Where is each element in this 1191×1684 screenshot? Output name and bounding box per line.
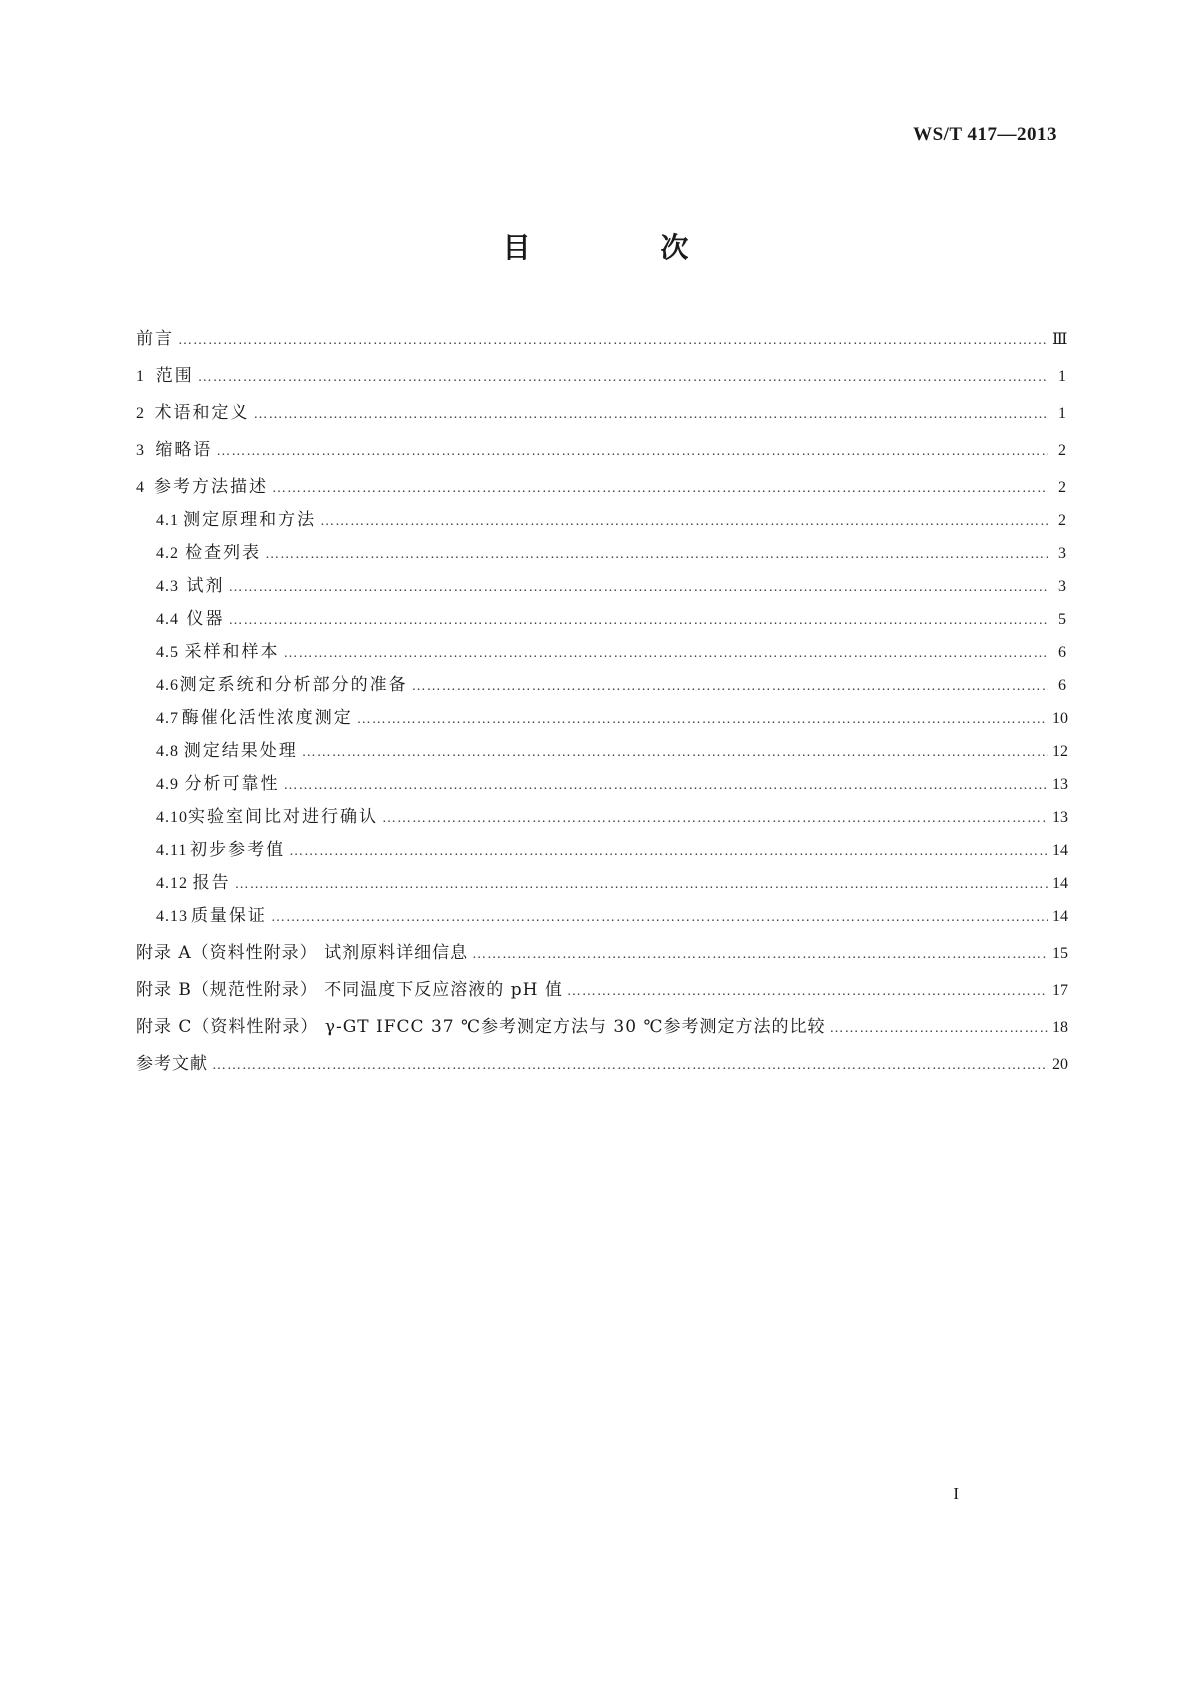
toc-entry-number: 4.8 — [156, 743, 179, 760]
toc-leader-dots — [216, 440, 1048, 464]
toc-leader-dots — [320, 510, 1048, 534]
toc-entry-4-3[interactable] — [136, 574, 1066, 600]
toc-entry-title: 分析可靠性 — [184, 774, 280, 794]
toc-entry-number: 4.9 — [156, 776, 179, 793]
toc-entry-4-10[interactable] — [136, 805, 1066, 831]
toc-entry-terms[interactable] — [136, 401, 1066, 427]
toc-entry-annex-b[interactable] — [136, 978, 1066, 1004]
toc-leader-dots — [382, 807, 1048, 831]
toc-entry-4-7[interactable] — [136, 706, 1066, 732]
toc-entry-page: 20 — [1052, 1056, 1068, 1073]
toc-leader-dots — [283, 642, 1048, 666]
toc-leader-dots — [272, 477, 1048, 501]
toc-entry-page: 10 — [1052, 710, 1068, 727]
toc-entry-references[interactable] — [136, 1052, 1066, 1078]
toc-entry-number: 4.12 — [156, 875, 188, 892]
toc-entry-page: 14 — [1052, 875, 1068, 892]
toc-entry-page: 15 — [1052, 945, 1068, 962]
toc-entry-title: 测定原理和方法 — [183, 510, 317, 530]
toc-leader-dots — [472, 943, 1048, 967]
toc-entry-title: 仪器 — [186, 609, 225, 629]
toc-entry-4-2[interactable] — [136, 541, 1066, 567]
toc-entry-title: 采样和样本 — [184, 642, 280, 662]
toc-entry-title: 报告 — [192, 873, 231, 893]
toc-entry-title: 实验室间比对进行确认 — [188, 807, 378, 827]
toc-entry-page: 3 — [1058, 578, 1066, 595]
toc-entry-page: 5 — [1058, 611, 1066, 628]
toc-leader-dots — [198, 366, 1048, 390]
toc-entry-title: 检查列表 — [185, 543, 262, 563]
toc-entry-number: 1 — [136, 368, 144, 385]
toc-leader-dots — [271, 906, 1048, 930]
toc-leader-dots — [229, 576, 1049, 600]
toc-entry-page: 6 — [1058, 644, 1066, 661]
toc-entry-page: 14 — [1052, 908, 1068, 925]
toc-entry-annex-c[interactable] — [136, 1015, 1066, 1041]
toc-entry-page: 17 — [1052, 982, 1068, 999]
toc-leader-dots — [289, 840, 1048, 864]
toc-entry-4-6[interactable] — [136, 673, 1066, 699]
toc-entry-page: 1 — [1058, 405, 1066, 422]
toc-leader-dots — [235, 873, 1048, 897]
toc-entry-4-1[interactable] — [136, 508, 1066, 534]
toc-leader-dots — [178, 329, 1048, 353]
toc-entry-page: 1 — [1058, 368, 1066, 385]
toc-entry-4-9[interactable] — [136, 772, 1066, 798]
toc-leader-dots — [283, 774, 1048, 798]
toc-entry-title: 参考方法描述 — [154, 477, 269, 497]
toc-entry-4-11[interactable] — [136, 838, 1066, 864]
toc-entry-title: 缩略语 — [155, 440, 213, 460]
toc-entry-number: 3 — [136, 442, 144, 459]
toc-entry-number: 4.3 — [156, 578, 179, 595]
toc-entry-page: 13 — [1052, 809, 1068, 826]
toc-entry-page: 2 — [1058, 442, 1066, 459]
toc-entry-number: 4.10 — [156, 809, 188, 826]
toc-entry-4-4[interactable] — [136, 607, 1066, 633]
toc-entry-number: 4.4 — [156, 611, 179, 628]
table-of-contents — [136, 327, 1066, 1078]
toc-entry-title: 试剂 — [186, 576, 225, 596]
toc-entry-title: 附录 A（资料性附录） 试剂原料详细信息 — [136, 943, 469, 963]
toc-leader-dots — [412, 675, 1048, 699]
toc-entry-page: Ⅲ — [1052, 331, 1068, 348]
toc-entry-page: 14 — [1052, 842, 1068, 859]
toc-entry-title: 初步参考值 — [190, 840, 286, 860]
toc-entry-title: 范围 — [155, 366, 194, 386]
toc-entry-number: 4.11 — [156, 842, 188, 859]
toc-leader-dots — [302, 741, 1048, 765]
toc-entry-number: 4.7 — [156, 710, 179, 727]
toc-entry-4-8[interactable] — [136, 739, 1066, 765]
toc-leader-dots — [829, 1017, 1048, 1041]
toc-heading: 目 次 — [502, 231, 749, 264]
toc-leader-dots — [265, 543, 1048, 567]
toc-entry-title: 测定结果处理 — [183, 741, 298, 761]
toc-entry-method[interactable] — [136, 475, 1066, 501]
toc-entry-page: 2 — [1058, 479, 1066, 496]
document-code: WS/T 417—2013 — [913, 124, 1057, 145]
toc-entry-scope[interactable] — [136, 364, 1066, 390]
toc-leader-dots — [567, 980, 1048, 1004]
toc-entry-4-5[interactable] — [136, 640, 1066, 666]
toc-entry-number: 4 — [136, 479, 144, 496]
page-number: I — [953, 1484, 959, 1503]
toc-entry-number: 4.5 — [156, 644, 179, 661]
toc-entry-number: 4.2 — [156, 545, 179, 562]
toc-entry-abbreviations[interactable] — [136, 438, 1066, 464]
toc-entry-page: 2 — [1058, 512, 1066, 529]
toc-entry-4-12[interactable] — [136, 871, 1066, 897]
toc-entry-4-13[interactable] — [136, 904, 1066, 930]
toc-leader-dots — [357, 708, 1048, 732]
toc-entry-number: 4.6 — [156, 677, 179, 694]
toc-entry-number: 4.1 — [156, 512, 179, 529]
toc-entry-number: 4.13 — [156, 908, 188, 925]
toc-entry-page: 18 — [1052, 1019, 1068, 1036]
toc-entry-title: 测定系统和分析部分的准备 — [179, 675, 408, 695]
toc-entry-title: 附录 B（规范性附录） 不同温度下反应溶液的 pH 值 — [136, 980, 563, 1000]
toc-entry-annex-a[interactable] — [136, 941, 1066, 967]
toc-entry-title: 术语和定义 — [154, 403, 250, 423]
toc-entry-foreword[interactable] — [136, 327, 1066, 353]
toc-entry-number: 2 — [136, 405, 144, 422]
toc-entry-title: 酶催化活性浓度测定 — [181, 708, 353, 728]
toc-entry-page: 3 — [1058, 545, 1066, 562]
toc-entry-title: 质量保证 — [190, 906, 267, 926]
toc-leader-dots — [212, 1054, 1048, 1078]
toc-leader-dots — [253, 403, 1048, 427]
toc-entry-title: 参考文献 — [136, 1054, 208, 1074]
toc-entry-page: 6 — [1058, 677, 1066, 694]
toc-entry-title: 前言 — [136, 329, 174, 349]
toc-entry-title: 附录 C（资料性附录） γ-GT IFCC 37 ℃参考测定方法与 30 ℃参考测定方法的比较 — [136, 1017, 826, 1037]
toc-entry-page: 13 — [1052, 776, 1068, 793]
toc-leader-dots — [229, 609, 1049, 633]
toc-entry-page: 12 — [1052, 743, 1068, 760]
